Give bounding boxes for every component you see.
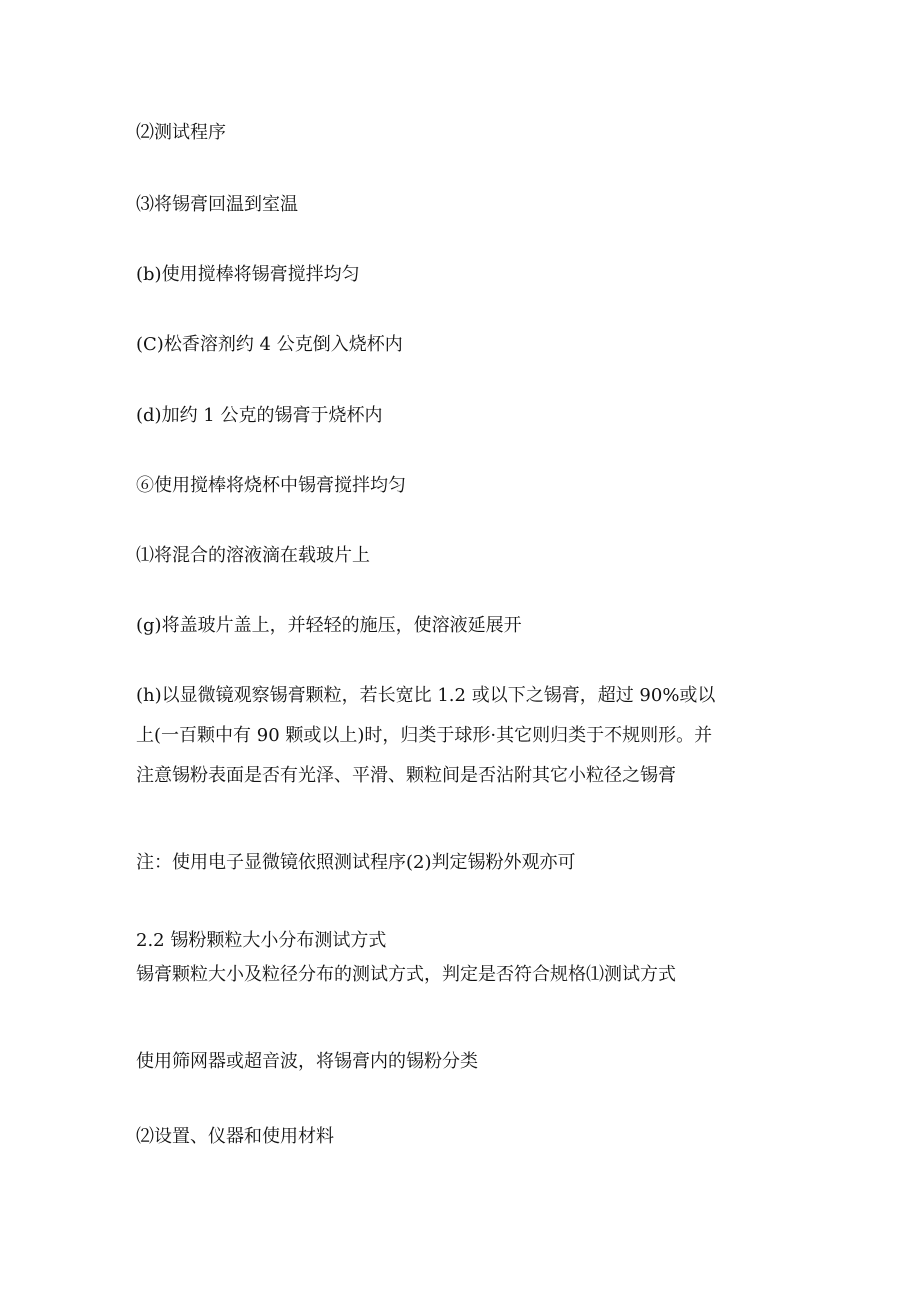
step-h-line-2: 上(一百颗中有 90 颗或以上)时，归类于球形·其它则归类于不规则形。并 bbox=[136, 725, 713, 746]
section-heading: 2.2 锡粉颗粒大小分布测试方式 bbox=[136, 930, 387, 951]
step-e-stir-beaker: ⑥使用搅棒将烧杯中锡膏搅拌均匀 bbox=[136, 475, 406, 496]
step-b-stir: (b)使用搅棒将锡膏搅拌均匀 bbox=[136, 264, 360, 285]
note-line: 注：使用电子显微镜依照测试程序(2)判定锡粉外观亦可 bbox=[136, 852, 576, 873]
step-d-add-paste: (d)加约 1 公克的锡膏于烧杯内 bbox=[136, 405, 383, 426]
step-warm-to-room-temp: ⑶将锡膏回温到室温 bbox=[136, 194, 298, 215]
test-procedure-heading: ⑵测试程序 bbox=[136, 122, 226, 143]
step-h-paragraph bbox=[136, 676, 786, 796]
step-f-drop-on-slide: ⑴将混合的溶液滴在载玻片上 bbox=[136, 545, 370, 566]
method-text: 使用筛网器或超音波，将锡膏内的锡粉分类 bbox=[136, 1051, 478, 1072]
step-g-cover-slip: (g)将盖玻片盖上，并轻轻的施压，使溶液延展开 bbox=[136, 615, 522, 636]
section-intro: 锡膏颗粒大小及粒径分布的测试方式，判定是否符合规格⑴测试方式 bbox=[136, 964, 676, 985]
step-h-line-1: (h)以显微镜观察锡膏颗粒，若长宽比 1.2 或以下之锡膏，超过 90%或以 bbox=[136, 685, 716, 706]
equipment-heading: ⑵设置、仪器和使用材料 bbox=[136, 1126, 334, 1147]
step-c-solvent: (C)松香溶剂约 4 公克倒入烧杯内 bbox=[136, 334, 403, 355]
step-h-line-3: 注意锡粉表面是否有光泽、平滑、颗粒间是否沾附其它小粒径之锡膏 bbox=[136, 765, 676, 786]
